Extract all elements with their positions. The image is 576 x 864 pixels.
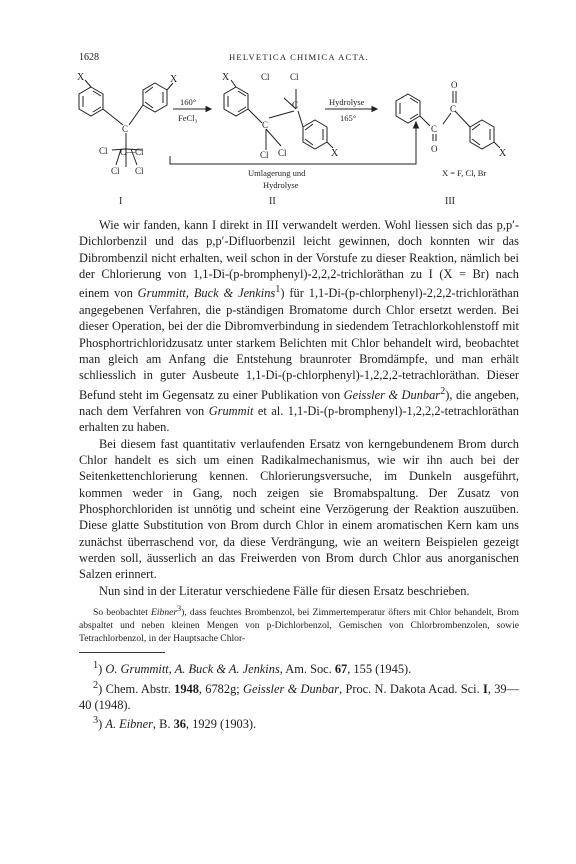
arrow2-top: Hydrolyse	[329, 97, 365, 107]
footnote-1-pages: , 155 (1945).	[347, 662, 412, 677]
arrow2-bottom: 165°	[340, 113, 357, 123]
footnote-1-journal: , Am. Soc.	[279, 662, 335, 677]
paragraph-3: Nun sind in der Literatur verschiedene Fälle für diesen Ersatz beschrieben.	[99, 583, 470, 598]
x-sub-2a: X	[222, 72, 230, 83]
footnote-2-volume: I	[483, 681, 488, 696]
journal-title: HELVETICA CHIMICA ACTA.	[229, 52, 369, 62]
p1-text-b: ) für 1,1-Di-(p-chlorphenyl)-2,2,2-trichloräthan angegebenen Verfahren, die p-ständigen Bromatome durch Chlor ersetzt werden. Bei dieser Operation, bei der die Dibromverbindung in siedendem Tetrachlorkohlenstoff mit Phosphortrichloridzusatz unter starkem Belichten mit Chlor behandelt wird, beobachtet man gleich am Anfang die Entstehung braunroter Bromdämpfe, und man erhält schliesslich in guter Ausbeute 1,1-Di-(p-chlorphenyl)-1,2,2,2-tetrachloräthan. Dieser Befund steht im Gegensatz zu einer Publikation von	[79, 286, 519, 402]
c-3a: C	[450, 104, 457, 114]
footnote-2: $^2$) Chem. Abstr. 1948, 6782g; Geissler & Dunbar, Proc. N. Dakota Acad. Sci. I, 39—40 (1948).	[79, 679, 519, 713]
arrow3-line2: Hydrolyse	[263, 180, 299, 190]
footnote-1: $^1$) O. Grummitt, A. Buck & A. Jenkins, Am. Soc. 67, 155 (1945).	[93, 660, 412, 677]
cl-1a: Cl	[99, 146, 108, 156]
footnote-2-authors: Geissler & Dunbar	[243, 681, 340, 696]
footnote-3-mark: 3	[93, 715, 99, 727]
c-3b: C	[431, 124, 438, 134]
footnote-1-volume: 67	[334, 662, 348, 677]
footnote-1-mark: 1	[93, 660, 99, 672]
cl-1c: Cl	[135, 166, 144, 176]
footnote-3: $^3$) A. Eibner, B. 36, 1929 (1903).	[93, 715, 257, 732]
arrow1-top: 160°	[180, 97, 197, 107]
cl-2d: Cl	[278, 148, 287, 158]
footnote-1-authors: O. Grummitt, A. Buck & A. Jenkins	[105, 662, 280, 677]
p1-text-c: ), die angeben, nach dem Verfahren von	[79, 387, 519, 419]
p4-text-b: ), dass feuchtes Brombenzol, bei Zimmertemperatur öfters mit Chlor behandelt, Brom abspaltet und neben kleinen Mengen von p-Dichlorbenzol, Gemischen von Chlorbrombenzolen, sowie Tetrachlorbenzol, in der Hauptsache Chlor-	[79, 607, 519, 644]
footnote-2-journal: , Proc. N. Dakota Acad. Sci.	[339, 681, 483, 696]
p1-text-d: et al. 1,1-Di-(p-bromphenyl)-1,2,2,2-tetrachloräthan erhalten zu haben.	[79, 404, 519, 435]
c-1: C	[122, 124, 129, 134]
compound-label-3: III	[445, 196, 455, 207]
x-sub-1a: X	[77, 72, 85, 83]
x-sub-3: X	[499, 148, 507, 159]
c-2b: C	[262, 120, 269, 130]
p4-author: Eibner	[151, 607, 178, 619]
c-2a: C	[292, 100, 299, 110]
footnote-3-journal: , B.	[152, 717, 174, 732]
paragraph-2: Bei diesem fast quantitativ verlaufenden Ersatz von kerngebundenem Brom durch Chlor handelt es sich um einen Radikalmechanismus, wie wir ihn auch bei der Seitenkettenchlorierung kennen. Chlorierungsversuche, im Dunkeln ausgeführt, kommen weder in Gang, noch zeigen sie Bromabspaltung. Der Zusatz von Phosphorchloriden ist unnötig und scheint eine Verzögerung der Reaktion auszuüben. Diese glatte Substitution von Brom durch Chlor in einem aromatischen Kern kam uns zunächst überraschend vor, da diese Verdrängung, wie an weitern Beispielen gezeigt werden soll, äusserlich an das Freiwerden von Brom durch Chlor aus anorganischen Salzen erinnert.	[79, 436, 519, 582]
footnote-2-year: 1948	[174, 681, 199, 696]
compound-label-1: I	[119, 196, 123, 207]
footnote-3-volume: 36	[173, 717, 186, 732]
paragraph-1	[79, 217, 519, 436]
footnote-ref-3[interactable]: 3	[177, 604, 182, 614]
cl-1b: Cl	[111, 166, 120, 176]
footnote-2-mid: , 6782g;	[198, 681, 243, 696]
compound-label-2: II	[269, 196, 276, 207]
o-3b: O	[431, 144, 438, 154]
running-header	[79, 52, 519, 66]
paragraph-4	[79, 603, 519, 645]
p1-text-a: Wie wir fanden, kann I direkt in III verwandelt werden. Wohl liessen sich das p,p′-Dichlorbenzil und das p,p′-Difluorbenzil leicht gewinnen, doch konnten wir das Dibrombenzil nicht erhalten, weil schon in der Vorstufe zu dieser Reaktion, nämlich bei der Chlorierung von 1,1-Di-(p-bromphenyl)-2,2,2-trichloräthan zu I (X = Br) nach einem von	[79, 218, 519, 301]
footnote-3-pages: , 1929 (1903).	[185, 717, 257, 732]
x-sub-1b: X	[170, 74, 178, 85]
page-number: 1628	[79, 52, 99, 63]
reaction-scheme	[70, 68, 525, 216]
footnote-2-lead: Chem. Abstr.	[105, 681, 175, 696]
cl-2a: Cl	[261, 72, 270, 82]
footnote-divider	[79, 652, 165, 653]
p1-authors-2: Geissler & Dunbar	[343, 387, 441, 402]
p1-authors-3: Grummit	[208, 404, 254, 419]
x-sub-2b: X	[331, 148, 339, 159]
cl-2b: Cl	[290, 72, 299, 82]
c-cl-1: C—Cl	[120, 147, 144, 157]
body-text	[79, 217, 519, 733]
o-3a: O	[451, 80, 458, 90]
arrow3-line1: Umlagerung und	[248, 168, 306, 178]
footnote-3-authors: A. Eibner	[105, 717, 153, 732]
footnote-2-mark: 2	[93, 679, 99, 691]
p4-text-a: So beobachtet	[93, 607, 152, 619]
substituents: X = F, Cl, Br	[442, 168, 487, 178]
footnote-2-pages: , 39—40 (1948).	[79, 681, 519, 713]
cl-2c: Cl	[260, 150, 269, 160]
footnote-ref-1[interactable]: 1	[275, 284, 281, 296]
p1-authors: Grummitt, Buck & Jenkins	[137, 286, 276, 301]
footnote-ref-2[interactable]: 2	[440, 385, 446, 397]
arrow1-bottom: FeCl₃	[178, 113, 198, 123]
